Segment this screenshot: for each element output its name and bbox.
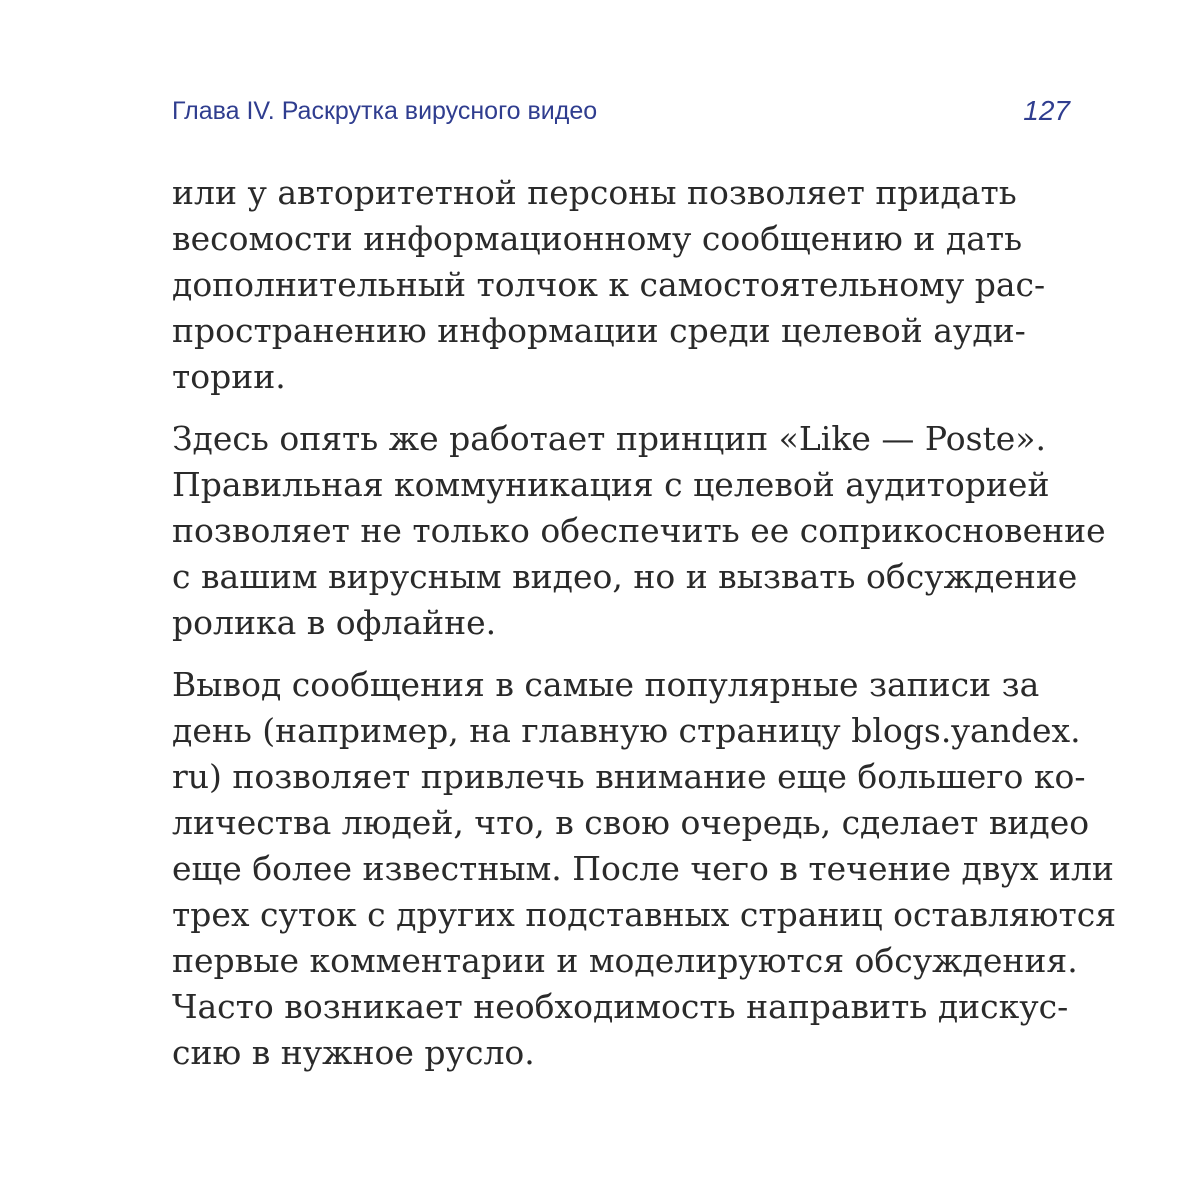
text-line: еще более известным. После чего в течение двух или	[172, 849, 1114, 888]
text-line: позволяет не только обеспечить ее соприкосновение	[172, 511, 1106, 550]
paragraph-3	[172, 662, 1117, 1076]
paragraph-1	[172, 170, 1046, 400]
text-line: первые комментарии и моделируются обсуждения.	[172, 941, 1078, 980]
text-line: тории.	[172, 357, 286, 396]
text-line: весомости информационному сообщению и дать	[172, 219, 1023, 258]
body-text	[172, 170, 1117, 1092]
text-line: трех суток с других подставных страниц оставляются	[172, 895, 1117, 934]
chapter-title: Глава IV. Раскрутка вирусного видео	[172, 97, 598, 125]
text-line: или у авторитетной персоны позволяет придать	[172, 173, 1017, 212]
text-line: день (например, на главную страницу blogs.yandex.	[172, 711, 1081, 750]
page-number: 127	[1023, 95, 1070, 126]
text-line: дополнительный толчок к самостоятельному рас-	[172, 265, 1046, 304]
text-line: ru) позволяет привлечь внимание еще большего ко-	[172, 757, 1086, 796]
text-line: личества людей, что, в свою очередь, сделает видео	[172, 803, 1090, 842]
text-line: пространению информации среди целевой ауди-	[172, 311, 1026, 350]
text-line: ролика в офлайне.	[172, 603, 497, 642]
text-line: Часто возникает необходимость направить дискус-	[172, 987, 1069, 1026]
text-line: с вашим вирусным видео, но и вызвать обсуждение	[172, 557, 1078, 596]
paragraph-2	[172, 416, 1106, 646]
text-line: Правильная коммуникация с целевой аудиторией	[172, 465, 1050, 504]
text-line: Вывод сообщения в самые популярные записи за	[172, 665, 1040, 704]
text-line: Здесь опять же работает принцип «Like — Poste».	[172, 419, 1046, 458]
text-line: сию в нужное русло.	[172, 1033, 535, 1072]
running-head	[172, 94, 1070, 134]
